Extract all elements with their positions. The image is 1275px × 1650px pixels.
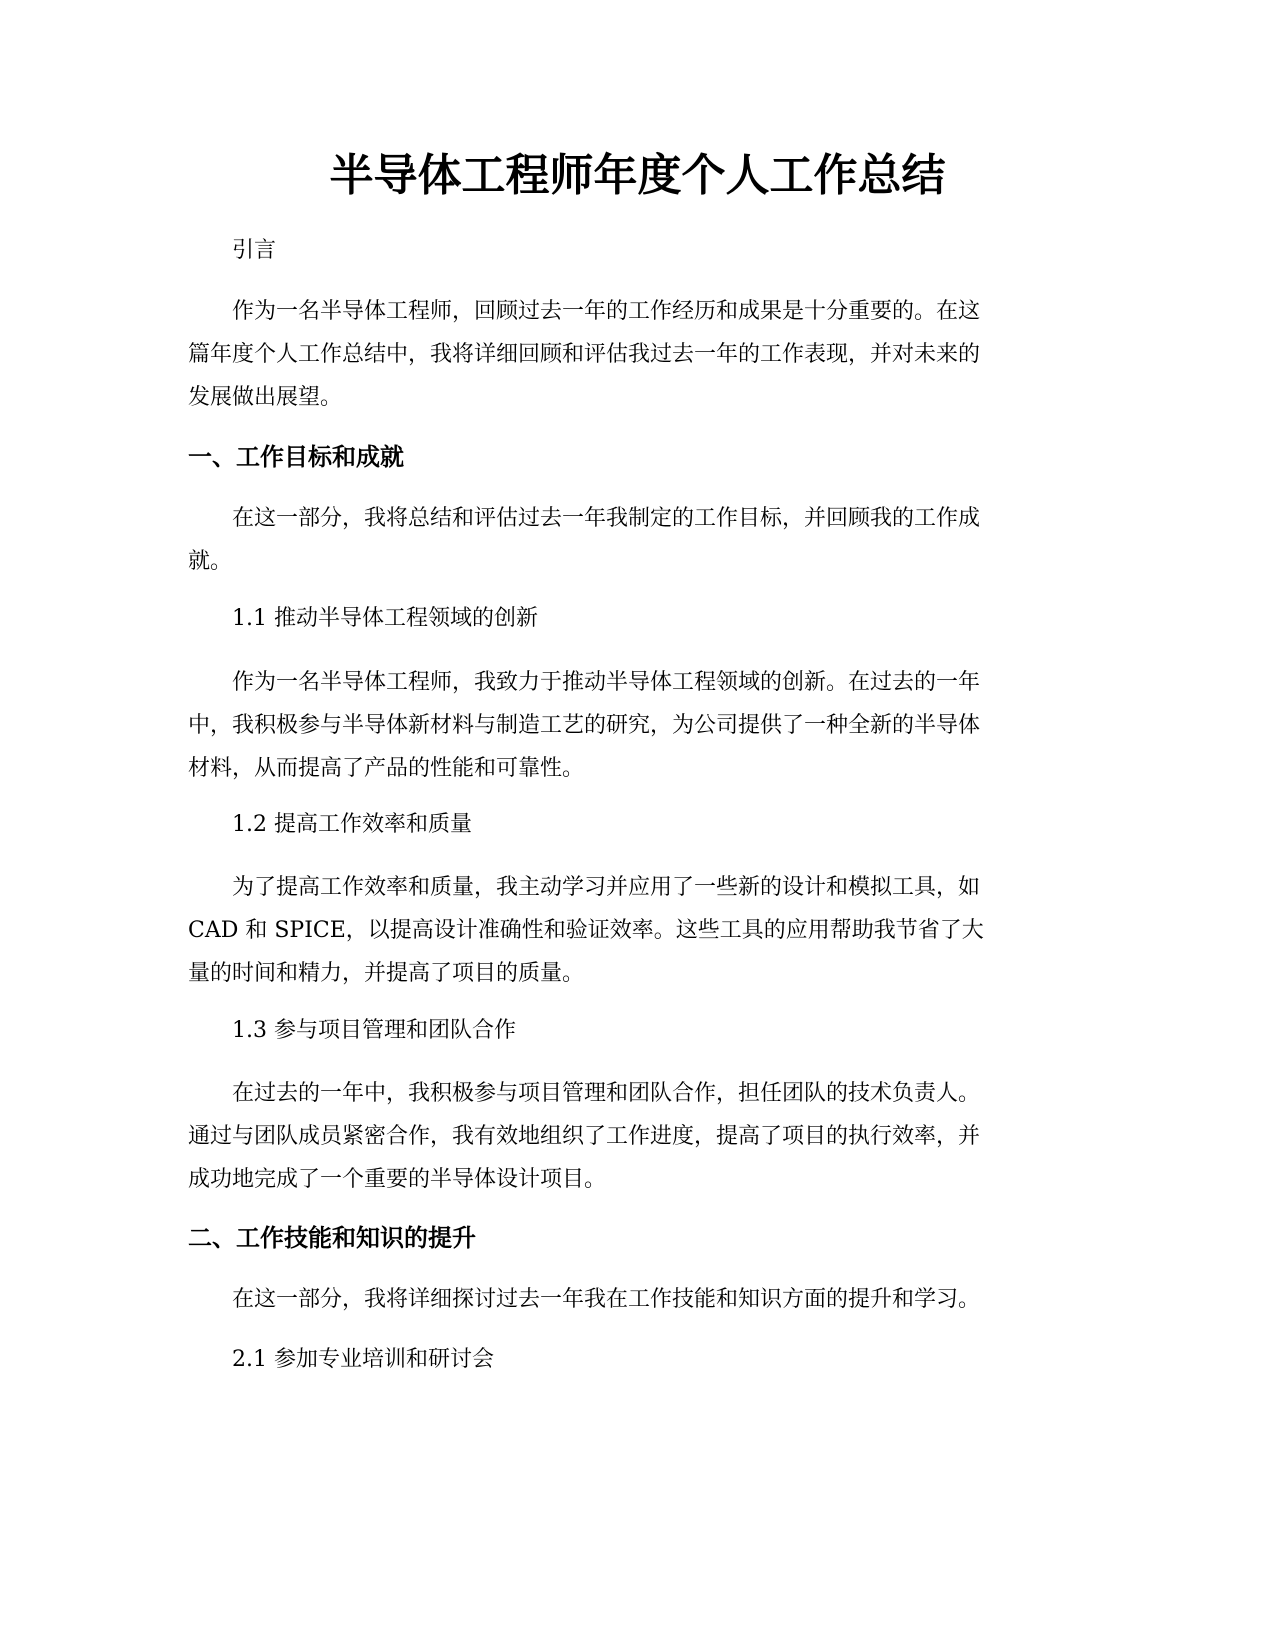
paragraph-line: CAD 和 SPICE，以提高设计准确性和验证效率。这些工具的应用帮助我节省了大 — [188, 918, 984, 943]
paragraph-line: 篇年度个人工作总结中，我将详细回顾和评估我过去一年的工作表现，并对未来的 — [188, 342, 981, 367]
subsection-paragraph — [188, 661, 1088, 790]
paragraph-line: 作为一名半导体工程师，回顾过去一年的工作经历和成果是十分重要的。在这 — [232, 299, 981, 324]
section1-intro-paragraph — [188, 497, 1088, 583]
section-heading: 一、工作目标和成就 — [188, 443, 404, 471]
paragraph-line: 为了提高工作效率和质量，我主动学习并应用了一些新的设计和模拟工具，如 — [232, 875, 981, 900]
paragraph-line: 通过与团队成员紧密合作，我有效地组织了工作进度，提高了项目的执行效率，并 — [188, 1124, 981, 1149]
document-title: 半导体工程师年度个人工作总结 — [329, 150, 946, 201]
paragraph-line: 作为一名半导体工程师，我致力于推动半导体工程领域的创新。在过去的一年 — [232, 670, 981, 695]
paragraph-line: 在过去的一年中，我积极参与项目管理和团队合作，担任团队的技术负责人。 — [232, 1081, 981, 1106]
subsection-title: 1.1 推动半导体工程领域的创新 — [232, 606, 538, 631]
paragraph-line: 在这一部分，我将详细探讨过去一年我在工作技能和知识方面的提升和学习。 — [232, 1287, 981, 1312]
subsection-title: 1.2 提高工作效率和质量 — [232, 812, 472, 837]
subsection-title: 2.1 参加专业培训和研讨会 — [232, 1347, 494, 1372]
subsection-title: 1.3 参与项目管理和团队合作 — [232, 1018, 516, 1043]
section-heading: 二、工作技能和知识的提升 — [188, 1224, 476, 1252]
paragraph-line: 就。 — [188, 549, 233, 574]
paragraph-line: 材料，从而提高了产品的性能和可靠性。 — [188, 756, 585, 781]
intro-paragraph — [188, 290, 1088, 419]
subsection-paragraph — [188, 866, 1088, 995]
section2-intro-paragraph — [188, 1278, 1088, 1321]
paragraph-line: 中，我积极参与半导体新材料与制造工艺的研究，为公司提供了一种全新的半导体 — [188, 713, 981, 738]
paragraph-line: 在这一部分，我将总结和评估过去一年我制定的工作目标，并回顾我的工作成 — [232, 506, 981, 531]
paragraph-line: 发展做出展望。 — [188, 385, 343, 410]
paragraph-line: 量的时间和精力，并提高了项目的质量。 — [188, 961, 585, 986]
subsection-paragraph — [188, 1072, 1088, 1201]
intro-label: 引言 — [232, 238, 277, 263]
paragraph-line: 成功地完成了一个重要的半导体设计项目。 — [188, 1167, 607, 1192]
